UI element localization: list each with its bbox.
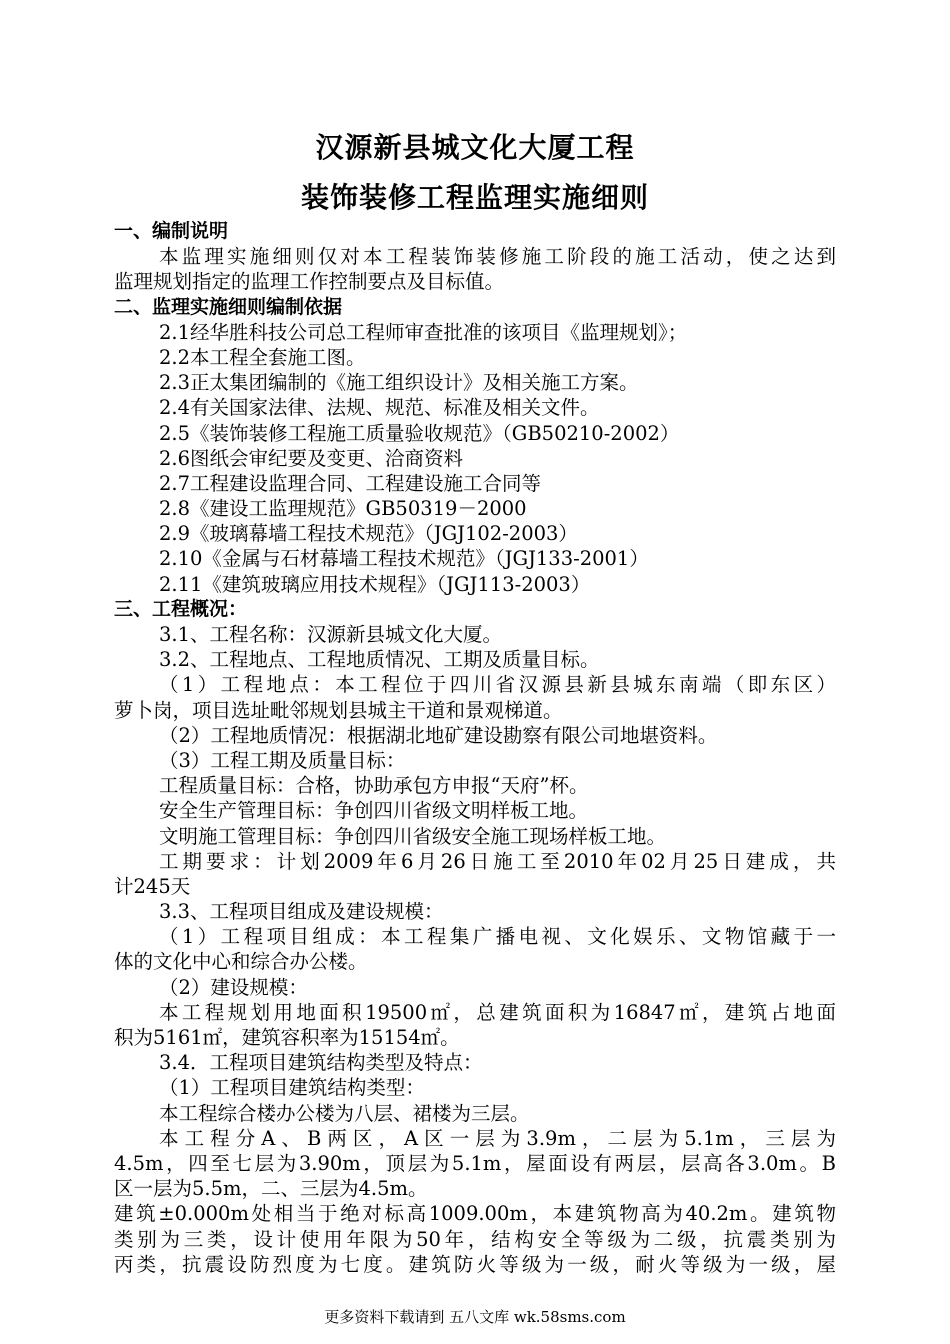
section1-heading: 一、编制说明	[114, 220, 229, 242]
section3-line: 3.1、工程名称：汉源新县城文化大厦。	[159, 623, 503, 646]
section3-line: （2）建设规模：	[159, 975, 308, 999]
section3-line: （1）工程地点：本工程位于四川省汉源县新县城东南端（即东区）	[159, 673, 836, 697]
section3-line: 安全生产管理目标：争创四川省级文明样板工地。	[159, 799, 589, 823]
section3-line: 萝卜岗，项目选址毗邻规划县城主干道和景观梯道。	[114, 698, 563, 722]
section3-line: 计245天	[114, 874, 191, 898]
section3-heading: 三、工程概况：	[114, 597, 248, 620]
section2-item: 2.2本工程全套施工图。	[159, 345, 366, 369]
section3-line: 体的文化中心和综合办公楼。	[114, 950, 368, 974]
section3-line: 建筑±0.000m处相当于绝对标高1009.00m，本建筑物高为40.2m。建筑物	[114, 1202, 836, 1226]
section3-line: 本工程分A、B两区，A区一层为3.9m，二层为5.1m，三层为	[159, 1126, 836, 1150]
section2-item: 2.10《金属与石材幕墙工程技术规范》（JGJ133-2001）	[159, 547, 649, 571]
section2-item: 2.11《建筑玻璃应用技术规程》（JGJ113-2003）	[159, 572, 591, 596]
section3-line: 丙类，抗震设防烈度为七度。建筑防火等级为一级，耐火等级为一级，屋	[114, 1252, 836, 1276]
section3-line: （1）工程项目组成：本工程集广播电视、文化娱乐、文物馆藏于一	[159, 925, 836, 949]
section3-line: 4.5m，四至七层为3.90m，顶层为5.1m，屋面设有两层，层高各3.0m。B	[114, 1151, 836, 1175]
section3-line: 3.4．工程项目建筑结构类型及特点：	[159, 1051, 483, 1075]
document-title-line2: 装饰装修工程监理实施细则	[300, 181, 649, 214]
section3-line: 文明施工管理目标：争创四川省级安全施工现场样板工地。	[159, 824, 667, 848]
section3-line: （1）工程项目建筑结构类型：	[159, 1076, 425, 1100]
section2-item: 2.4有关国家法律、法规、规范、标准及相关文件。	[159, 396, 600, 420]
section2-item: 2.7工程建设监理合同、工程建设施工合同等	[159, 471, 542, 495]
section2-item: 2.1经华胜科技公司总工程师审查批准的该项目《监理规划》；	[159, 320, 688, 344]
section3-line: （3）工程工期及质量目标：	[159, 748, 406, 772]
section3-line: 工程质量目标：合格，协助承包方申报“天府”杯。	[159, 774, 589, 798]
section3-line: 积为5161㎡，建筑容积率为15154㎡。	[114, 1026, 460, 1049]
footer-watermark-link: 更多资料下载请到 五八文库 wk.58sms.com	[324, 1308, 626, 1326]
document-body	[114, 219, 836, 1277]
section3-line: 3.2、工程地点、工程地质情况、工期及质量目标。	[159, 648, 600, 672]
section2-heading: 二、监理实施细则编制依据	[114, 295, 343, 318]
section3-line: 本工程规划用地面积19500㎡，总建筑面积为16847㎡，建筑占地面	[159, 1000, 836, 1024]
section3-line: 类别为三类，设计使用年限为50年，结构安全等级为二级，抗震类别为	[114, 1227, 836, 1251]
section2-item: 2.3正太集团编制的《施工组织设计》及相关施工方案。	[159, 371, 639, 395]
section2-item: 2.8《建设工监理规范》GB50319－2000	[159, 497, 527, 521]
section2-item: 2.9《玻璃幕墙工程技术规范》（JGJ102-2003）	[159, 522, 578, 546]
document-title-line1: 汉源新县城文化大厦工程	[315, 131, 635, 164]
section3-line: 本工程综合楼办公楼为八层、裙楼为三层。	[159, 1101, 530, 1125]
section3-line: （2）工程地质情况：根据湖北地矿建设勘察有限公司地堪资料。	[159, 723, 718, 747]
section3-line: 3.3、工程项目组成及建设规模：	[159, 900, 444, 924]
section3-line: 工期要求：计划2009年6月26日施工至2010年02月25日建成，共	[159, 849, 836, 873]
section1-paragraph-line: 本监理实施细则仅对本工程装饰装修施工阶段的施工活动，使之达到	[159, 245, 836, 269]
section1-paragraph-line: 监理规划指定的监理工作控制要点及目标值。	[114, 270, 505, 294]
section2-item: 2.6图纸会审纪要及变更、洽商资料	[159, 446, 464, 470]
section3-line: 区一层为5.5m，二、三层为4.5m。	[114, 1177, 428, 1201]
section2-item: 2.5《装饰装修工程施工质量验收规范》（GB50210-2002）	[159, 421, 680, 445]
